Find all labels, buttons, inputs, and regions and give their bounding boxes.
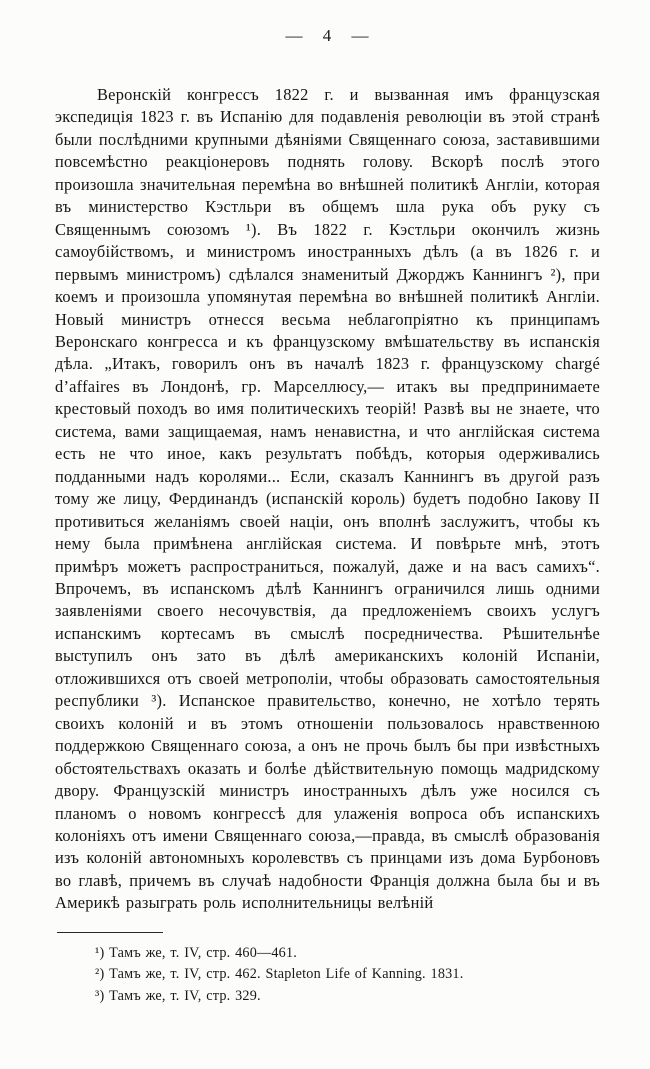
page-number: — 4 — [285,26,370,45]
footnote-3: ³) Тамъ же, т. IV, стр. 329. [95,987,261,1004]
footnote-1: ¹) Тамъ же, т. IV, стр. 460—461. [95,944,298,961]
footnote-2: ²) Тамъ же, т. IV, стр. 462. Stapleton Life of Kanning. 1831. [95,966,464,983]
footnote-separator [57,932,163,933]
footnote-list [55,943,600,1008]
body-paragraph: Веронскій конгрессъ 1822 г. и вызванная имъ французская экспедиція 1823 г. въ Испанію для подавленія революціи въ этой странѣ были послѣдними крупными дѣяніями Священнаго союза, заставившими повсемѣстно реакціонеровъ поднять голову. Вскорѣ послѣ этого произошла значительная перемѣна во внѣшней политикѣ Англіи, которая въ министерство Кэстльри въ общемъ шла рука объ руку съ Священнымъ союзомъ ¹). Въ 1822 г. Кэстльри окончилъ жизнь самоубійствомъ, и министромъ иностранныхъ дѣлъ (а въ 1826 г. и первымъ министромъ) сдѣлался знаменитый Джорджъ Каннингъ ²), при коемъ и произошла упомянутая перемѣна во внѣшней политикѣ Англіи. Новый министръ отнесся весьма неблагопріятно къ принципамъ Веронскаго конгресса и къ французскому вмѣшательству въ испанскія дѣла. „Итакъ, говорилъ онъ въ началѣ 1823 г. французскому chargé d’affaires въ Лондонѣ, гр. Марселлюсу,— итакъ вы предпринимаете крестовый походъ во имя политическихъ теорій! Развѣ вы не знаете, что система, вами защищаемая, намъ ненавистна, и что англійская система есть не что иное, какъ результатъ побѣдъ, которыя одерживались подданными надъ королями... Если, сказалъ Каннингъ въ другой разъ тому же лицу, Фердинандъ (испанскій король) будетъ подобно Іакову II противиться желаніямъ своей націи, онъ вполнѣ заслужитъ, чтобы къ нему была примѣнена англійская система. И повѣрьте мнѣ, этотъ примѣръ можетъ распространиться, пожалуй, даже и на васъ самихъ“. Впрочемъ, въ испанскомъ дѣлѣ Каннингъ ограничился лишь одними заявленіями своего несочувствія, да предложеніемъ своихъ услугъ испанскимъ кортесамъ въ смыслѣ посредничества. Рѣшительнѣе выступилъ онъ зато въ дѣлѣ американскихъ колоній Испаніи, отложившихся отъ своей метрополіи, чтобы образовать самостоятельныя республики ³). Испанское правительство, конечно, не хотѣло терять своихъ колоній и въ этомъ отношеніи пользовалось нравственною поддержкою Священнаго союза, а онъ не прочь былъ бы при извѣстныхъ обстоятельствахъ оказать и болѣе дѣйствительную помощь мадридскому двору. Французскій министръ иностранныхъ дѣлъ уже носился съ планомъ о новомъ конгрессѣ для улаженія вопроса объ испанскихъ колоніяхъ отъ имени Священнаго союза,—правда, въ смыслѣ образованія изъ колоній автономныхъ королевствъ съ принцами изъ дома Бурбоновъ во главѣ, причемъ въ случаѣ надобности Франція должна была бы и въ Америкѣ разыграть роль исполнительницы велѣній [55,85,600,913]
